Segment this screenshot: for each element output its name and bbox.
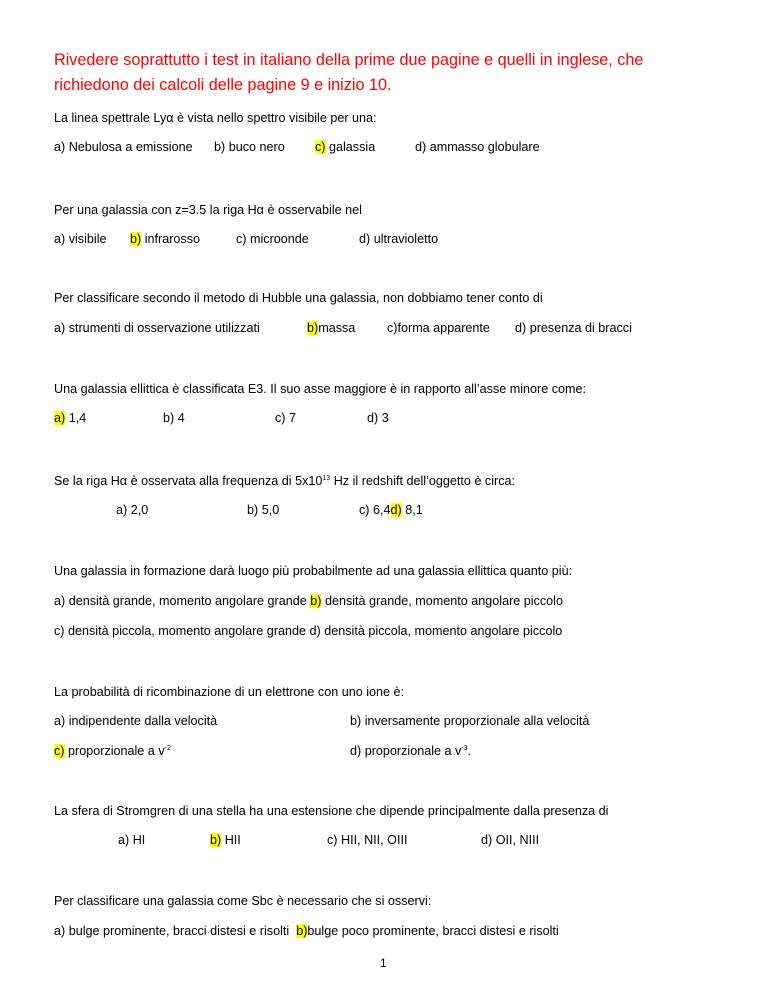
answer-highlight: b) (310, 594, 322, 608)
answer-highlight: b) (296, 924, 308, 938)
q1-option-d: d) ammasso globulare (415, 140, 540, 154)
q6-option-c-d (54, 625, 562, 638)
q2-option-a: a) visibile (54, 232, 107, 246)
q2-option-d: d) ultravioletto (359, 232, 439, 246)
q9-option-b: bulge poco prominente, bracci distesi e risolti (307, 924, 559, 938)
answer-highlight: b) (130, 232, 142, 246)
answer-highlight: b) (307, 321, 319, 335)
q5-option-c: c) 6,4 (359, 503, 391, 517)
q6-option-c: c) densità piccola, momento angolare grande (54, 624, 307, 638)
question-6: Una galassia in formazione darà luogo più probabilmente ad una galassia ellittica quanto più: (54, 564, 573, 578)
question-3: Per classificare secondo il metodo di Hubble una galassia, non dobbiamo tener conto di (54, 291, 543, 305)
question-8: La sfera di Stromgren di una stella ha una estensione che dipende principalmente dalla presenza di (54, 804, 609, 818)
question-7: La probabilità di ricombinazione di un elettrone con uno ione è: (54, 685, 405, 699)
question-2: Per una galassia con z=3.5 la riga Hα è osservabile nel (54, 203, 362, 217)
q4-option-b: b) 4 (163, 411, 185, 425)
q6-option-d: d) densità piccola, momento angolare piccolo (309, 624, 563, 638)
q5-option-b: b) 5,0 (247, 503, 280, 517)
q1-option-a: a) Nebulosa a emissione (54, 140, 193, 154)
q3-option-c: c)forma apparente (387, 321, 490, 335)
q7-option-c: c) proporzionale a $v^{-2}$ (54, 744, 171, 758)
q9-option-a: a) bulge prominente, bracci distesi e risolti (54, 924, 290, 938)
question-5: Se la riga Hα è osservata alla frequenza di $5x10^{13}$ Hz il redshift dell’oggetto è circa: (54, 474, 515, 488)
q5-option-c-d (359, 504, 423, 517)
q8-option-a: a) HI (118, 833, 146, 847)
q2-option-c: c) microonde (236, 232, 309, 246)
q6-option-a-b (54, 595, 563, 608)
page-number: 1 (380, 956, 387, 970)
q9-options (54, 925, 559, 938)
q4-option-c: c) 7 (275, 411, 296, 425)
q3-option-b: b)massa (307, 321, 356, 335)
question-1: La linea spettrale Lyα è vista nello spettro visibile per una: (54, 111, 377, 125)
q2-option-b: b) infrarosso (130, 232, 200, 246)
q8-option-b: b) HII (210, 833, 241, 847)
q6-option-a: a) densità grande, momento angolare grande (54, 594, 307, 608)
answer-highlight: c) (54, 744, 65, 758)
q4-option-d: d) 3 (367, 411, 389, 425)
q1-option-c: c) galassia (315, 140, 376, 154)
question-9: Per classificare una galassia come Sbc è necessario che si osservi: (54, 894, 432, 908)
answer-highlight: a) (54, 411, 66, 425)
q3-option-d: d) presenza di bracci (515, 321, 632, 335)
answer-highlight: b) (210, 833, 222, 847)
question-4: Una galassia ellittica è classificata E3. Il suo asse maggiore è in rapporto all’asse minore come: (54, 382, 586, 396)
q8-option-c: c) HII, NII, OIII (327, 833, 408, 847)
header-line-2: richiedono dei calcoli delle pagine 9 e inizio 10. (54, 76, 392, 94)
q5-option-a: a) 2,0 (116, 503, 149, 517)
answer-highlight: d) (390, 503, 402, 517)
q1-option-b: b) buco nero (214, 140, 285, 154)
q8-option-d: d) OII, NIII (481, 833, 540, 847)
q7-option-d: d) proporzionale a $v^{-3}$. (350, 744, 472, 758)
q6-option-b: densità grande, momento angolare piccolo (321, 594, 563, 608)
q3-option-a: a) strumenti di osservazione utilizzati (54, 321, 260, 335)
header-line-1: Rivedere soprattutto i test in italiano della prime due pagine e quelli in inglese, che (54, 51, 644, 69)
q5-option-d: 8,1 (401, 503, 423, 517)
q4-option-a: a) 1,4 (54, 411, 87, 425)
q7-option-a: a) indipendente dalla velocità (54, 714, 218, 728)
answer-highlight: c) (315, 140, 326, 154)
q7-option-b: b) inversamente proporzionale alla velocità (350, 714, 590, 728)
